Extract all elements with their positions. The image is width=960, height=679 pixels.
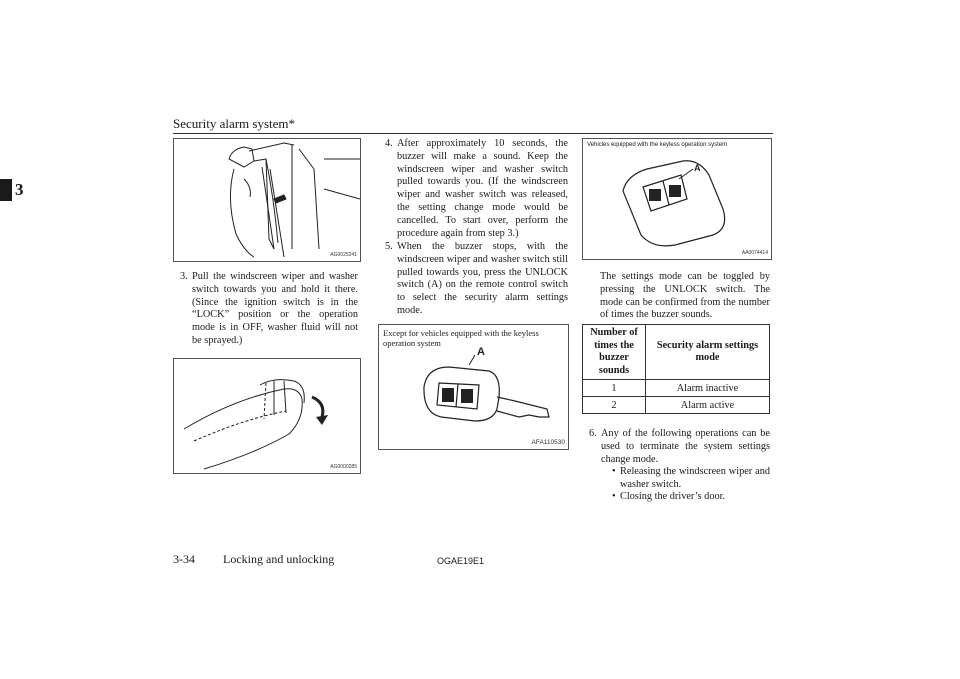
step-5 (385, 241, 568, 316)
table-row (583, 397, 770, 414)
table-row (583, 380, 770, 397)
buzzer-count-cell: 1 (583, 380, 646, 397)
remote-figure (582, 138, 772, 260)
step-text: After approximately 10 seconds, the buzzer will make a sound. Keep the windscreen wiper and washer switch pulled towards you. (If the windscreen wiper and washer switch was released, the setting change mode would be cancelled. To start over, perform the procedure again from step 3.) (397, 138, 568, 239)
section-title: Locking and unlocking (223, 552, 335, 566)
buzzer-count-cell: 2 (583, 397, 646, 414)
security-mode-table (582, 324, 770, 414)
remote-illustration (583, 139, 771, 259)
door-figure (173, 138, 361, 262)
step-number: 5. (385, 241, 393, 252)
bullet-dot: • (612, 491, 616, 502)
settings-mode-cell: Alarm active (646, 397, 770, 414)
step-text: When the buzzer stops, with the windscreen wiper and washer switch still pulled towards you, press the UNLOCK switch (A) on the remote control switch to select the security alarm settings mode. (397, 241, 568, 316)
wiper-figure (173, 358, 361, 474)
page-header-title: Security alarm system* (173, 116, 296, 131)
table-header-row (583, 325, 770, 380)
header-rule (173, 133, 773, 134)
step-6 (589, 428, 770, 468)
step-text: Pull the windscreen wiper and washer switch towards you and hold it there. (Since the ignition switch is in the “LOCK” position or the operation mode is in OFF, washer fluid will not be sprayed.) (192, 271, 358, 346)
header-buzzer-count: Number of times the buzzer sounds (583, 325, 646, 380)
bullet-dot: • (612, 466, 616, 477)
figure-code: AA0074414 (741, 250, 768, 256)
step-number: 3. (180, 271, 188, 282)
door-illustration (174, 139, 360, 261)
figure-code: AFA110530 (531, 439, 565, 446)
bullet-text: Releasing the windscreen wiper and washer switch. (620, 466, 770, 490)
page-number: 3-34 (173, 552, 195, 566)
chapter-tab (0, 179, 12, 201)
key-figure (378, 324, 569, 450)
settings-mode-cell: Alarm inactive (646, 380, 770, 397)
figure-caption: Except for vehicles equipped with the keyless operation system (383, 328, 539, 348)
wiper-switch-illustration (174, 359, 360, 473)
step-text: Any of the following operations can be used to terminate the system settings change mode. (601, 428, 770, 465)
document-code: OGAE19E1 (437, 556, 485, 566)
callout-a: A (477, 346, 485, 358)
figure-caption: Vehicles equipped with the keyless operation system (587, 142, 728, 148)
figure-code: AG0025241 (330, 252, 357, 258)
figure-code: AG0000285 (330, 464, 357, 470)
header-settings-mode: Security alarm settings mode (646, 325, 770, 380)
callout-a: A (694, 163, 701, 173)
step-number: 6. (589, 428, 597, 439)
chapter-number: 3 (15, 180, 24, 199)
step-number: 4. (385, 138, 393, 149)
step-3 (180, 271, 358, 346)
toggle-paragraph: The settings mode can be toggled by pressing the UNLOCK switch. The mode can be confirmed from the number of times the buzzer sounds. (600, 271, 770, 321)
step-4 (385, 138, 568, 238)
bullet-text: Closing the driver’s door. (620, 491, 726, 502)
